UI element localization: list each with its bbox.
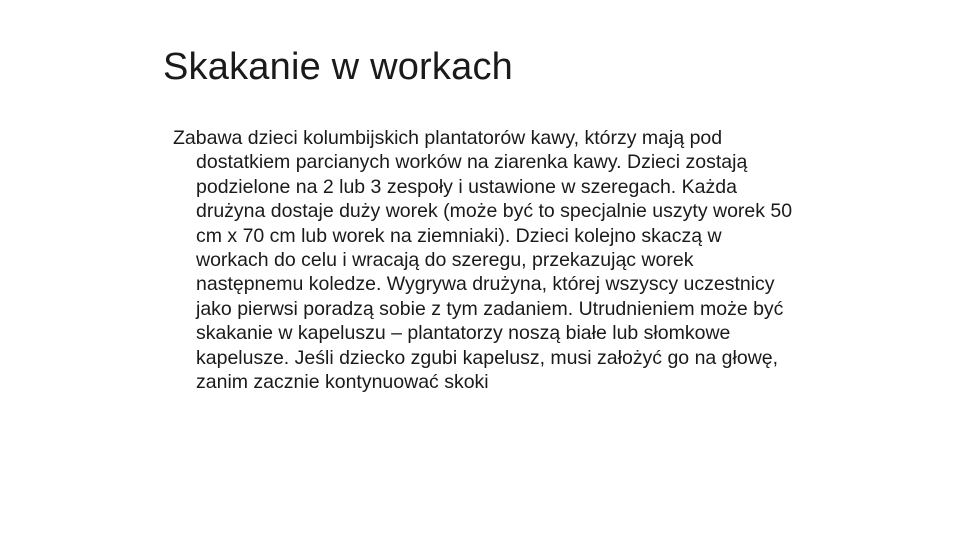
slide-body-text: Zabawa dzieci kolumbijskich plantatorów kawy, którzy mają pod dostatkiem parcianych worków na ziarenka kawy. Dzieci zostają podzielone na 2 lub 3 zespoły i ustawione w szeregach. Każda drużyna dostaje duży worek (może być to specjalnie uszyty worek 50 cm x 70 cm lub worek na ziemniaki). Dzieci kolejno skaczą w workach do celu i wracają do szeregu, przekazując worek następnemu koledze. Wygrywa drużyna, której wszyscy uczestnicy jako pierwsi poradzą sobie z tym zadaniem. Utrudnieniem może być skakanie w kapeluszu – plantatorzy noszą białe lub słomkowe kapelusze. Jeśli dziecko zgubi kapelusz, musi założyć go na głowę, zanim zacznie kontynuować skoki	[173, 127, 793, 394]
slide-title: Skakanie w workach	[163, 46, 513, 88]
